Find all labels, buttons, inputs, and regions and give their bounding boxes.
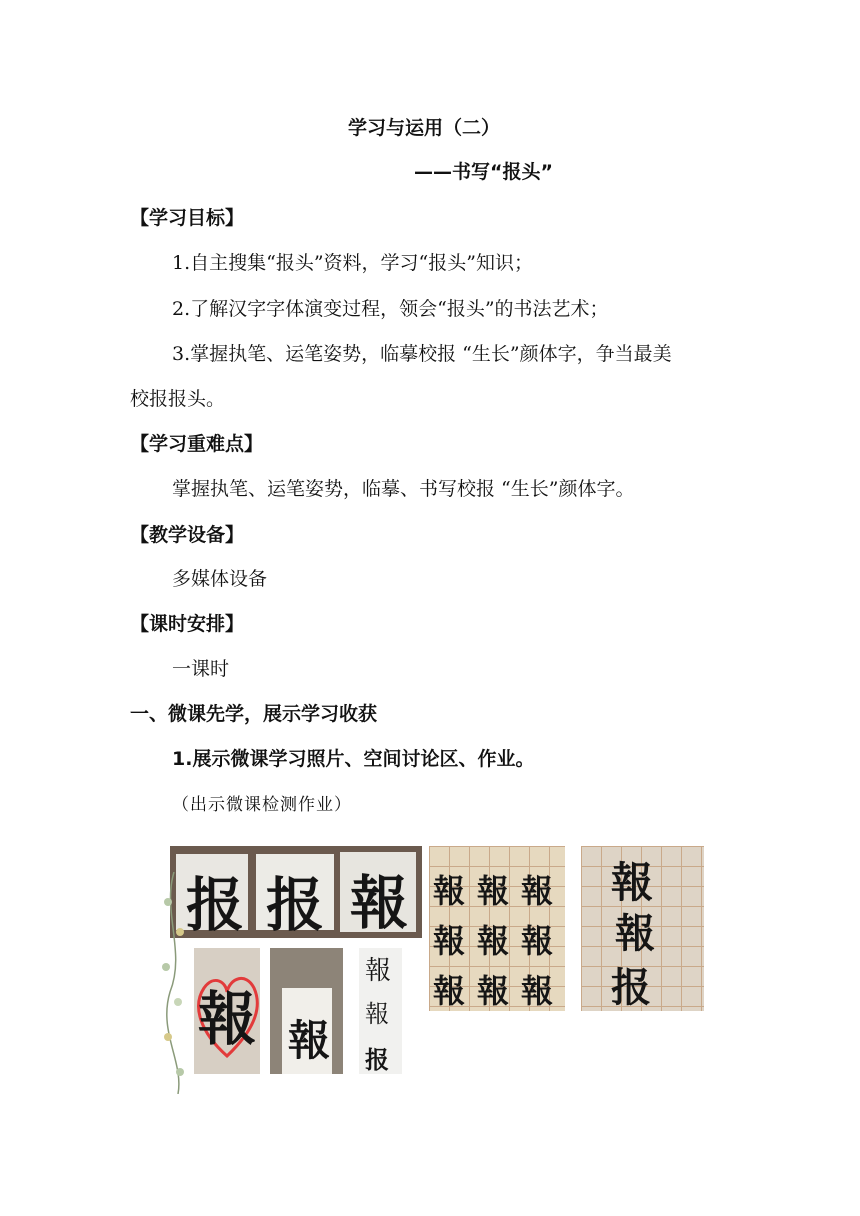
part-one-note: （出示微课检测作业） — [172, 795, 352, 815]
calligraphy-char: 報 — [521, 922, 554, 960]
heart-photo — [194, 948, 260, 1074]
calligraphy-char: 报 — [186, 871, 245, 938]
calligraphy-char: 报 — [365, 1045, 389, 1074]
calligraphy-char: 報 — [365, 1000, 389, 1028]
calligraphy-char: 報 — [615, 910, 655, 957]
page-subtitle: ——书写“报头” — [414, 161, 553, 183]
strip-photo — [359, 948, 402, 1074]
calligraphy-char: 報 — [365, 956, 392, 986]
objective-item: 3.掌握执笔、运笔姿势，临摹校报 “生长”颜体字，争当最美 — [172, 343, 672, 365]
paper-practice-photo — [581, 846, 704, 1011]
calligraphy-char: 報 — [611, 858, 654, 907]
calligraphy-char: 報 — [433, 972, 466, 1010]
page-title: 学习与运用（二） — [348, 117, 501, 139]
objective-item-continued: 校报报头。 — [130, 388, 226, 410]
calligraphy-char: 报 — [611, 964, 651, 1011]
scroll-photo — [270, 948, 343, 1074]
calligraphy-char: 報 — [350, 869, 409, 937]
objective-item: 1.自主搜集“报头”资料，学习“报头”知识； — [172, 252, 533, 274]
key-points-heading: 【学习重难点】 — [130, 433, 264, 455]
calligraphy-char: 報 — [521, 872, 554, 910]
calligraphy-char: 報 — [477, 922, 510, 960]
calligraphy-char: 報 — [477, 972, 510, 1010]
floral-decoration-icon — [158, 872, 192, 1094]
calligraphy-char: 報 — [477, 872, 510, 910]
part-one-heading: 一、微课先学，展示学习收获 — [130, 703, 378, 725]
equipment-text: 多媒体设备 — [172, 568, 268, 590]
calligraphy-char: 報 — [433, 872, 466, 910]
objective-item: 2.了解汉字字体演变过程，领会“报头”的书法艺术； — [172, 298, 609, 320]
grid-practice-photo — [429, 846, 565, 1011]
calligraphy-char: 報 — [288, 1016, 331, 1065]
equipment-heading: 【教学设备】 — [130, 524, 245, 546]
objectives-heading: 【学习目标】 — [130, 207, 245, 229]
part-one-step: 1.展示微课学习照片、空间讨论区、作业。 — [172, 748, 535, 770]
schedule-heading: 【课时安排】 — [130, 613, 245, 635]
calligraphy-char: 报 — [266, 871, 325, 938]
calligraphy-char: 報 — [433, 922, 466, 960]
schedule-text: 一课时 — [172, 658, 230, 680]
calligraphy-char: 報 — [198, 985, 257, 1053]
calligraphy-char: 報 — [521, 972, 554, 1010]
key-points-text: 掌握执笔、运笔姿势，临摹、书写校报 “生长”颜体字。 — [172, 478, 635, 500]
banner-photo — [170, 846, 422, 938]
